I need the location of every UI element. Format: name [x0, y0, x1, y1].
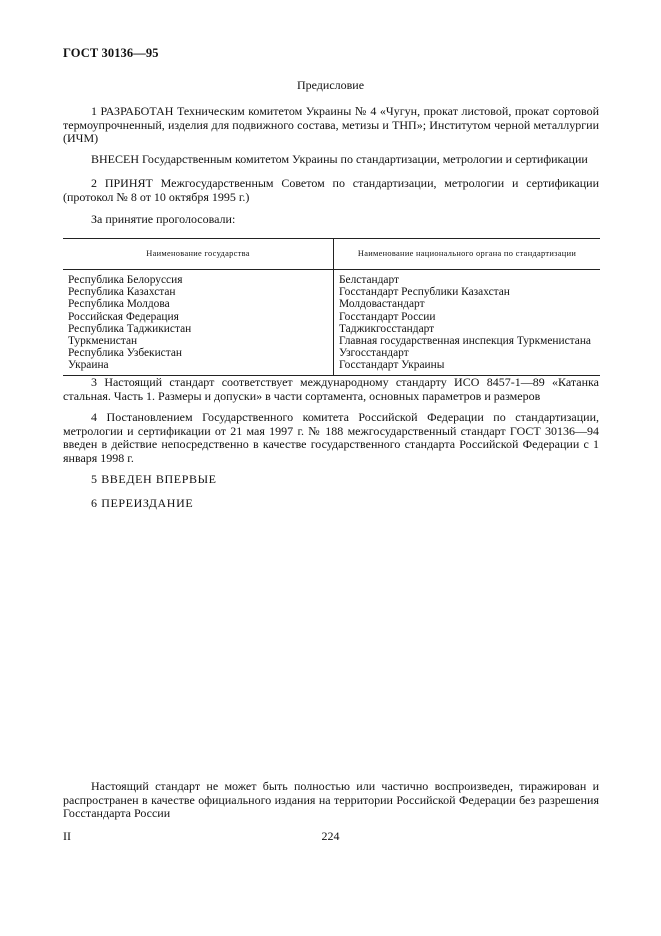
- state-name: Российская Федерация: [68, 310, 179, 323]
- voting-states-table: [63, 238, 600, 376]
- paragraph-voted-for: За принятие проголосовали:: [91, 212, 236, 226]
- table-row: [63, 270, 600, 376]
- agency-name: Молдовастандарт: [339, 298, 425, 311]
- agency-name: Госстандарт Республики Казахстан: [339, 286, 510, 299]
- state-column: [63, 270, 334, 376]
- agency-column: [334, 270, 601, 376]
- state-name: Республика Белоруссия: [68, 274, 183, 286]
- agency-name: Белстандарт: [339, 274, 399, 286]
- copyright-notice: Настоящий стандарт не может быть полностью или частично воспроизведен, тиражирован и распространен в качестве официального издания на территории Российской Федерации без разрешения Госстандарта России: [63, 779, 599, 821]
- paragraph-first-introduced: 5 ВВЕДЕН ВПЕРВЫЕ: [91, 472, 217, 486]
- page-number: 224: [321, 829, 340, 843]
- paragraph-developed-by: 1 РАЗРАБОТАН Техническим комитетом Украины № 4 «Чугун, прокат листовой, прокат сортовой термоупрочненный, изделия для подвижного состава, метизы и ТНП»; Институтом черной металлургии (ИЧМ): [63, 104, 599, 146]
- state-name: Туркменистан: [68, 335, 138, 348]
- paragraph-enactment: 4 Постановлением Государственного комитета Российской Федерации по стандартизации, метрологии и сертификации от 21 мая 1997 г. № 188 межгосударственный стандарт ГОСТ 30136—94 введен в действие непосредственно в качестве государственного стандарта Российской Федерации с 1 января 1998 г.: [63, 410, 599, 465]
- agency-name: Госстандарт России: [339, 310, 436, 323]
- agency-name: Главная государственная инспекция Туркменистана: [339, 335, 591, 348]
- paragraph-adopted-by: 2 ПРИНЯТ Межгосударственным Советом по стандартизации, метрологии и сертификации (протокол № 8 от 10 октября 1995 г.): [63, 176, 599, 204]
- state-name: Республика Таджикистан: [68, 322, 192, 335]
- paragraph-reissue: 6 ПЕРЕИЗДАНИЕ: [91, 496, 194, 510]
- paragraph-iso-correspondence: 3 Настоящий стандарт соответствует международному стандарту ИСО 8457-1—89 «Катанка стальная. Часть 1. Размеры и допуски» в части сортамента, основных параметров и размеров: [63, 375, 599, 403]
- table-header-state: Наименование государства: [63, 239, 334, 270]
- document-code: ГОСТ 30136—95: [63, 46, 159, 60]
- state-name: Республика Казахстан: [68, 286, 176, 299]
- agency-name: Госстандарт Украины: [339, 359, 445, 372]
- state-name: Республика Молдова: [68, 298, 170, 311]
- agency-name: Узгосстандарт: [339, 347, 409, 360]
- paragraph-introduced-by: ВНЕСЕН Государственным комитетом Украины по стандартизации, метрологии и сертификации: [91, 152, 588, 166]
- roman-page-number: II: [63, 829, 71, 843]
- state-name: Республика Узбекистан: [68, 347, 182, 360]
- agency-name: Таджикгосстандарт: [339, 322, 435, 335]
- table-header-agency: Наименование национального органа по стандартизации: [334, 239, 601, 270]
- section-title: Предисловие: [296, 78, 365, 92]
- state-name: Украина: [68, 359, 109, 372]
